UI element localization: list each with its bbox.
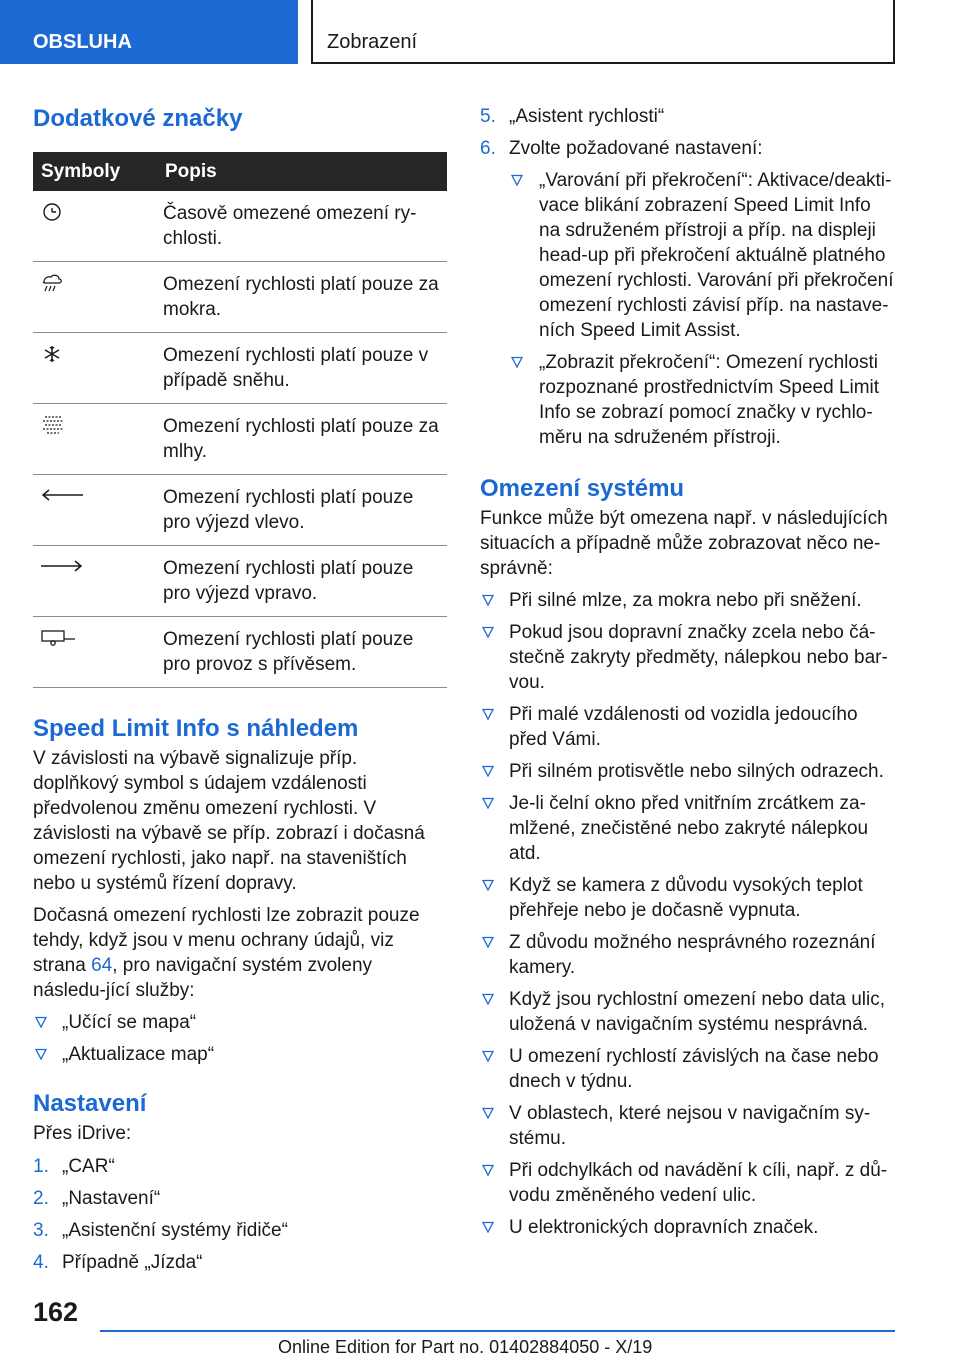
- triangle-bullet-icon: [482, 993, 494, 1005]
- page-title: Zobrazení: [311, 0, 895, 64]
- footer-divider: [100, 1330, 895, 1332]
- row-description: Omezení rychlosti platí pouze za mlhy.: [155, 404, 447, 475]
- heading-system-limits: Omezení systému: [480, 475, 685, 502]
- triangle-bullet-icon: [482, 765, 494, 777]
- paragraph-settings: Přes iDrive:: [33, 1123, 132, 1144]
- triangle-bullet-icon: [511, 174, 523, 186]
- row-description: Omezení rychlosti platí pouze v případě sněhu.: [155, 333, 447, 404]
- row-description: Časově omezené omezení ry-chlosti.: [155, 191, 447, 262]
- services-list: [33, 1010, 447, 1067]
- settings-steps-continued: [480, 104, 895, 161]
- clock-icon: [39, 201, 65, 223]
- list-item: Při silném protisvětle nebo silných odrazech.: [480, 759, 895, 784]
- triangle-bullet-icon: [35, 1048, 47, 1060]
- triangle-bullet-icon: [511, 356, 523, 368]
- triangle-bullet-icon: [482, 626, 494, 638]
- list-item: 4. Případně „Jízda“: [33, 1252, 203, 1273]
- list-item: „Zobrazit překročení“: Omezení rychlosti rozpoznané prostřednictvím Speed Limit Info se zobrazí pomocí značky v rychlo-měru na sdruženém přístroji.: [480, 350, 895, 450]
- triangle-bullet-icon: [482, 1164, 494, 1176]
- right-column: [480, 104, 895, 1240]
- list-item: Při silné mlze, za mokra nebo při sněžení.: [480, 588, 895, 613]
- section-tab: OBSLUHA: [0, 0, 298, 64]
- arrow-left-icon: [39, 485, 85, 507]
- table-header-symbols: Symboly: [33, 152, 155, 191]
- table-row: [33, 333, 447, 404]
- list-item: V oblastech, které nejsou v navigačním sy-stému.: [480, 1101, 895, 1151]
- fog-icon: [39, 414, 69, 436]
- paragraph-preview-1: V závislosti na výbavě signalizuje příp. doplňkový symbol s údajem vzdálenosti předvolenou změnu omezení rychlosti. V závislosti na výbavě se příp. zobrazí i dočasná omezení rychlosti, jako např. na staveništích nebo u systémů řízení dopravy.: [33, 748, 425, 894]
- list-item: 5. „Asistent rychlosti“: [480, 106, 665, 127]
- list-item: Když se kamera z důvodu vysokých teplot přehřeje nebo je dočasně vypnuta.: [480, 873, 895, 923]
- list-item: 1. „CAR“: [33, 1156, 115, 1177]
- symbols-table: [33, 152, 447, 688]
- triangle-bullet-icon: [482, 1050, 494, 1062]
- row-description: Omezení rychlosti platí pouze pro výjezd vpravo.: [155, 546, 447, 617]
- triangle-bullet-icon: [482, 1221, 494, 1233]
- triangle-bullet-icon: [482, 879, 494, 891]
- settings-steps: [33, 1154, 447, 1275]
- paragraph-preview-2: Dočasná omezení rychlosti lze zobrazit pouze tehdy, když jsou v menu ochrany údajů, viz strana 64, pro navigační systém zvoleny následu-jící služby:: [33, 905, 420, 1001]
- triangle-bullet-icon: [482, 708, 494, 720]
- list-item: U omezení rychlostí závislých na čase nebo dnech v týdnu.: [480, 1044, 895, 1094]
- list-item: Při malé vzdálenosti od vozidla jedoucího před Vámi.: [480, 702, 895, 752]
- rain-icon: [39, 272, 65, 294]
- heading-speed-limit-preview: Speed Limit Info s náhledem: [33, 715, 359, 742]
- triangle-bullet-icon: [35, 1016, 47, 1028]
- row-description: Omezení rychlosti platí pouze za mokra.: [155, 262, 447, 333]
- list-item: Je-li čelní okno před vnitřním zrcátkem za-mlžené, znečistěné nebo zakryté nálepkou atd.: [480, 791, 895, 866]
- table-row: [33, 475, 447, 546]
- triangle-bullet-icon: [482, 1107, 494, 1119]
- table-row: [33, 546, 447, 617]
- paragraph-system-limits: Funkce může být omezena např. v následujících situacích a případně může zobrazovat něco ne-správně:: [480, 508, 888, 579]
- list-item: 2. „Nastavení“: [33, 1188, 161, 1209]
- limits-list: [480, 588, 895, 1240]
- table-row: [33, 191, 447, 262]
- list-item: Při odchylkách od navádění k cíli, např. z dů-vodu změněného vedení ulic.: [480, 1158, 895, 1208]
- left-column: [33, 104, 447, 1275]
- page-number: 162: [33, 1297, 79, 1327]
- table-row: [33, 404, 447, 475]
- list-item: Pokud jsou dopravní značky zcela nebo čá-stečně zakryty předměty, nálepkou nebo bar-vou.: [480, 620, 895, 695]
- triangle-bullet-icon: [482, 936, 494, 948]
- trailer-icon: [39, 627, 79, 649]
- heading-additional-signs: Dodatkové značky: [33, 105, 243, 132]
- list-item: Když jsou rychlostní omezení nebo data ulic, uložená v navigačním systému nesprávná.: [480, 987, 895, 1037]
- triangle-bullet-icon: [482, 594, 494, 606]
- heading-settings: Nastavení: [33, 1090, 147, 1117]
- table-row: [33, 617, 447, 688]
- list-item: Z důvodu možného nesprávného rozeznání kamery.: [480, 930, 895, 980]
- table-header-description: Popis: [155, 152, 447, 191]
- list-item: 3. „Asistenční systémy řidiče“: [33, 1220, 288, 1241]
- arrow-right-icon: [39, 556, 85, 578]
- triangle-bullet-icon: [482, 797, 494, 809]
- row-description: Omezení rychlosti platí pouze pro výjezd vlevo.: [155, 475, 447, 546]
- list-item: U elektronických dopravních značek.: [480, 1215, 895, 1240]
- settings-options: [480, 168, 895, 450]
- edition-note: Online Edition for Part no. 01402884050 - X/19: [278, 1337, 653, 1357]
- list-item: „Učící se mapa“: [33, 1010, 447, 1035]
- row-description: Omezení rychlosti platí pouze pro provoz s přívěsem.: [155, 617, 447, 688]
- table-row: [33, 262, 447, 333]
- page-link-64[interactable]: 64: [91, 955, 113, 976]
- snowflake-icon: [39, 343, 65, 365]
- list-item: 6. Zvolte požadované nastavení:: [480, 138, 763, 159]
- list-item: „Varování při překročení“: Aktivace/deakti-vace blikání zobrazení Speed Limit Info na sdruženém přístroji a příp. na displeji head-up při překročení aktuálně platného omezení rychlosti. Varování při překročení omezení rychlosti závisí příp. na nastave-ních Speed Limit Assist.: [480, 168, 895, 343]
- list-item: „Aktualizace map“: [33, 1042, 447, 1067]
